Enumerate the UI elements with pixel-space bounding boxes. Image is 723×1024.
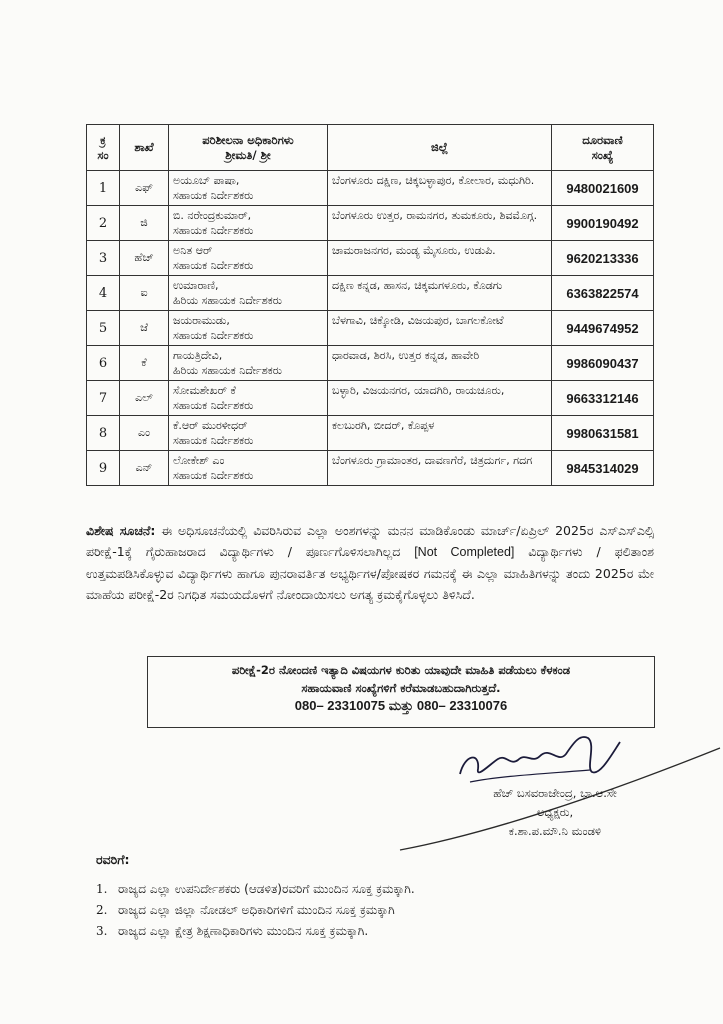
row-district: ಧಾರವಾಡ, ಶಿರಸಿ, ಉತ್ತರ ಕನ್ನಡ, ಹಾವೇರಿ xyxy=(328,346,552,381)
row-officer xyxy=(169,206,328,241)
officer-designation: ಸಹಾಯಕ ನಿರ್ದೇಶಕರು xyxy=(173,399,254,412)
row-officer xyxy=(169,381,328,416)
officer-designation: ಸಹಾಯಕ ನಿರ್ದೇಶಕರು xyxy=(173,469,254,482)
table-row xyxy=(87,241,654,276)
header-district: ಜಿಲ್ಲೆ xyxy=(328,125,552,171)
officer-designation: ಸಹಾಯಕ ನಿರ್ದೇಶಕರು xyxy=(173,434,254,447)
row-officer xyxy=(169,346,328,381)
list-item xyxy=(96,879,415,900)
helpline-line2: ಸಹಾಯವಾಣಿ ಸಂಖ್ಯೆಗಳಿಗೆ ಕರೆಮಾಡಬಹುದಾಗಿರುತ್ತದೆ. xyxy=(301,681,501,695)
officer-designation: ಸಹಾಯಕ ನಿರ್ದೇಶಕರು xyxy=(173,259,254,272)
officer-name: ಗಾಯತ್ರಿದೇವಿ, xyxy=(173,349,223,362)
officer-designation: ಸಹಾಯಕ ನಿರ್ದೇಶಕರು xyxy=(173,329,254,342)
note-text-en: [Not Completed] xyxy=(414,545,515,559)
header-sl-line2: ಸಂ xyxy=(97,147,109,162)
row-branch: ಎಫ್ xyxy=(120,171,169,206)
row-district: ಬೆಳಗಾವಿ, ಚಿಕ್ಕೋಡಿ, ವಿಜಯಪುರ, ಬಾಗಲಕೋಟೆ xyxy=(328,311,552,346)
row-number: 1 xyxy=(87,171,120,206)
header-branch: ಶಾಖೆ xyxy=(120,125,169,171)
officer-name: ಕೆ.ಆರ್ ಮುರಳೀಧರ್ xyxy=(173,419,248,432)
officer-name: ಅಯೂಬ್ ಪಾಷಾ, xyxy=(173,174,240,187)
note-text-part2: ವಿದ್ಯಾರ್ಥಿಗಳು / ಫಲಿತಾಂಶ ಉತ್ತಮಪಡಿಸಿಕೊಳ್ಳುವ ವಿದ್ಯಾರ್ಥಿಗಳು ಹಾಗೂ ಪುನರಾವರ್ತಿತ ಅಭ್ಯರ್ಥಿಗಳ/ಪೋಷಕರ ಗಮನಕ್ಕೆ ಈ ಎಲ್ಲಾ ಮಾಹಿತಿಗಳನ್ನು ತಂದು 2025ರ ಮೇ ಮಾಹೆಯ ಪರೀಕ್ಷೆ-2ರ ನಿಗಧಿತ ಸಮಯದೊಳಗೆ ನೋಂದಾಯಿಸಲು ಅಗತ್ಯ ಕ್ರಮಕೈಗೊಳ್ಳಲು ತಿಳಿಸಿದೆ. xyxy=(86,544,654,602)
row-number: 4 xyxy=(87,276,120,311)
row-number: 6 xyxy=(87,346,120,381)
row-district: ಚಾಮರಾಜನಗರ, ಮಂಡ್ಯ ಮೈಸೂರು, ಉಡುಪಿ. xyxy=(328,241,552,276)
row-district: ದಕ್ಷಿಣ ಕನ್ನಡ, ಹಾಸನ, ಚಿಕ್ಕಮಗಳೂರು, ಕೊಡಗು xyxy=(328,276,552,311)
item-text: ರಾಜ್ಯದ ಎಲ್ಲಾ ಜಿಲ್ಲಾ ನೋಡಲ್ ಅಧಿಕಾರಿಗಳಿಗೆ ಮುಂದಿನ ಸೂಕ್ತ ಕ್ರಮಕ್ಕಾಗಿ xyxy=(118,903,395,917)
row-district: ಬೆಂಗಳೂರು ಉತ್ತರ, ರಾಮನಗರ, ತುಮಕೂರು, ಶಿವಮೊಗ್ಗ. xyxy=(328,206,552,241)
table-row xyxy=(87,451,654,486)
row-district: ಕಲಬುರಗಿ, ಬೀದರ್, ಕೊಪ್ಪಳ xyxy=(328,416,552,451)
row-phone: 9845314029 xyxy=(552,451,654,486)
row-branch: ಹೆಚ್ xyxy=(120,241,169,276)
signatory-title: ಅಧ್ಯಕ್ಷರು, xyxy=(536,805,574,819)
row-officer xyxy=(169,451,328,486)
row-phone: 9980631581 xyxy=(552,416,654,451)
table-header-row xyxy=(87,125,654,171)
row-officer xyxy=(169,241,328,276)
row-branch: ಕೆ xyxy=(120,346,169,381)
item-number: 2. xyxy=(96,903,108,917)
helpline-phones: 080– 23310075 ಮತ್ತು 080– 23310076 xyxy=(294,698,508,713)
row-phone: 9449674952 xyxy=(552,311,654,346)
table-row xyxy=(87,171,654,206)
row-branch: ಜಿ xyxy=(120,206,169,241)
officers-table xyxy=(86,124,654,486)
header-officer-line2: ಶ್ರೀಮತಿ/ ಶ್ರೀ xyxy=(225,147,271,162)
officer-name: ಲೋಕೇಶ್ ಎಂ xyxy=(173,454,225,467)
row-branch: ಐ xyxy=(120,276,169,311)
item-number: 1. xyxy=(96,882,108,896)
recipients-title: ರವರಿಗೆ: xyxy=(96,852,130,867)
row-officer xyxy=(169,276,328,311)
helpline-line1: ಪರೀಕ್ಷೆ-2ರ ನೋಂದಣಿ ಇತ್ಯಾದಿ ವಿಷಯಗಳ ಕುರಿತು ಯಾವುದೇ ಮಾಹಿತಿ ಪಡೆಯಲು ಕೆಳಕಂಡ xyxy=(231,663,571,677)
row-phone: 9620213336 xyxy=(552,241,654,276)
row-number: 9 xyxy=(87,451,120,486)
officer-designation: ಸಹಾಯಕ ನಿರ್ದೇಶಕರು xyxy=(173,189,254,202)
row-officer xyxy=(169,171,328,206)
row-branch: ಎನ್ xyxy=(120,451,169,486)
table-row xyxy=(87,276,654,311)
header-officer-line1: ಪರಿಶೀಲನಾ ಅಧಿಕಾರಿಗಳು xyxy=(202,132,294,147)
signatory-name: ಹೆಚ್ ಬಸವರಾಜೇಂದ್ರ, ಭಾ.ಆ.ಸೇ xyxy=(493,786,617,800)
officer-name: ಜಯರಾಮುಡು, xyxy=(173,314,230,327)
signatory-org: ಕ.ಶಾ.ಪ.ಮೌ.ನಿ ಮಂಡಳಿ xyxy=(508,824,602,838)
table-row xyxy=(87,346,654,381)
header-sl-no xyxy=(87,125,120,171)
table-row xyxy=(87,206,654,241)
row-branch: ಜೆ xyxy=(120,311,169,346)
row-phone: 9480021609 xyxy=(552,171,654,206)
list-item xyxy=(96,921,415,942)
item-number: 3. xyxy=(96,924,108,938)
row-number: 2 xyxy=(87,206,120,241)
row-phone: 9900190492 xyxy=(552,206,654,241)
table-row xyxy=(87,381,654,416)
officer-designation: ಹಿರಿಯ ಸಹಾಯಕ ನಿರ್ದೇಶಕರು xyxy=(173,294,283,307)
header-phone-line2: ಸಂಖ್ಯೆ xyxy=(591,147,614,162)
note-label: ವಿಶೇಷ ಸೂಚನೆ: xyxy=(86,523,156,538)
row-district: ಬೆಂಗಳೂರು ದಕ್ಷಿಣ, ಚಿಕ್ಕಬಳ್ಳಾಪುರ, ಕೋಲಾರ, ಮಧುಗಿರಿ. xyxy=(328,171,552,206)
table-row xyxy=(87,416,654,451)
row-phone: 6363822574 xyxy=(552,276,654,311)
row-number: 5 xyxy=(87,311,120,346)
row-officer xyxy=(169,311,328,346)
row-district: ಬಳ್ಳಾರಿ, ವಿಜಯನಗರ, ಯಾದಗಿರಿ, ರಾಯಚೂರು, xyxy=(328,381,552,416)
item-text: ರಾಜ್ಯದ ಎಲ್ಲಾ ಕ್ಷೇತ್ರ ಶಿಕ್ಷಣಾಧಿಕಾರಿಗಳು ಮುಂದಿನ ಸೂಕ್ತ ಕ್ರಮಕ್ಕಾಗಿ. xyxy=(118,924,369,938)
row-number: 8 xyxy=(87,416,120,451)
list-item xyxy=(96,900,415,921)
item-text: ರಾಜ್ಯದ ಎಲ್ಲಾ ಉಪನಿರ್ದೇಶಕರು (ಆಡಳಿತ)ರವರಿಗೆ ಮುಂದಿನ ಸೂಕ್ತ ಕ್ರಮಕ್ಕಾಗಿ. xyxy=(118,882,415,896)
helpline-box xyxy=(147,656,655,728)
officer-name: ಬಿ. ನರೇಂದ್ರಕುಮಾರ್, xyxy=(173,209,252,222)
officer-designation: ಸಹಾಯಕ ನಿರ್ದೇಶಕರು xyxy=(173,224,254,237)
table-row xyxy=(87,311,654,346)
row-officer xyxy=(169,416,328,451)
row-district: ಬೆಂಗಳೂರು ಗ್ರಾಮಾಂತರ, ದಾವಣಗೆರೆ, ಚಿತ್ರದುರ್ಗ, ಗದಗ xyxy=(328,451,552,486)
row-branch: ಎಂ xyxy=(120,416,169,451)
row-number: 7 xyxy=(87,381,120,416)
special-note xyxy=(86,520,654,605)
officer-name: ಅನಿತ ಆರ್ xyxy=(173,244,213,257)
row-number: 3 xyxy=(87,241,120,276)
row-phone: 9663312146 xyxy=(552,381,654,416)
signatory-block xyxy=(455,784,655,841)
officer-designation: ಹಿರಿಯ ಸಹಾಯಕ ನಿರ್ದೇಶಕರು xyxy=(173,364,283,377)
note-text-part1: ಈ ಅಧಿಸೂಚನೆಯಲ್ಲಿ ವಿವರಿಸಿರುವ ಎಲ್ಲಾ ಅಂಶಗಳನ್ನು ಮನನ ಮಾಡಿಕೊಂಡು ಮಾರ್ಚ್/ಏಪ್ರಿಲ್ 2025ರ ಎಸ್ಎಸ್ಎಲ್ಸಿ ಪರೀಕ್ಷೆ-1ಕ್ಕೆ ಗೈರುಹಾಜರಾದ ವಿದ್ಯಾರ್ಥಿಗಳು / ಪೂರ್ಣಗೊಳಿಸಲಾಗಿಲ್ಲದ xyxy=(86,523,655,559)
header-sl-line1: ಕ್ರ xyxy=(100,132,106,147)
header-phone xyxy=(552,125,654,171)
officer-name: ಉಮಾರಾಣಿ, xyxy=(173,279,219,292)
header-phone-line1: ದೂರವಾಣಿ xyxy=(582,132,623,147)
officer-name: ಸೋಮಶೇಖರ್ ಕೆ xyxy=(173,384,236,397)
row-phone: 9986090437 xyxy=(552,346,654,381)
row-branch: ಎಲ್ xyxy=(120,381,169,416)
recipients-list xyxy=(96,879,415,942)
header-officer xyxy=(169,125,328,171)
